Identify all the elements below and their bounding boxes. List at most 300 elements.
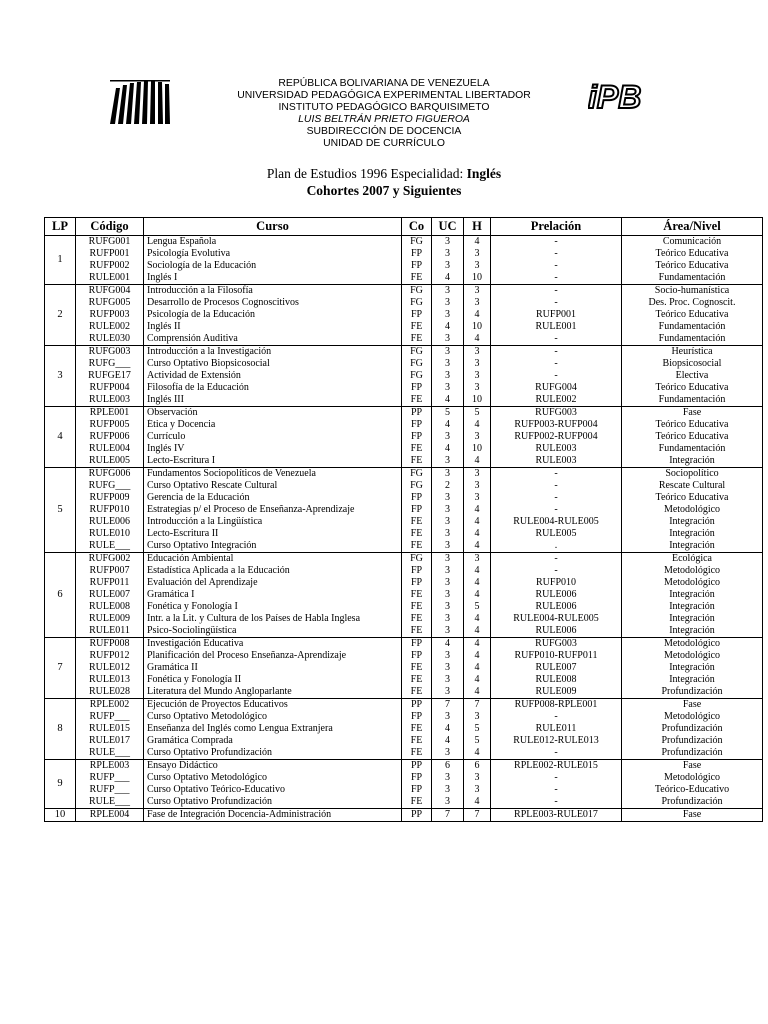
- cell-uc: 3: [432, 625, 464, 638]
- cell-codigo: RPLE003: [76, 760, 144, 773]
- cell-co: FE: [402, 455, 432, 468]
- cell-co: FE: [402, 321, 432, 333]
- cell-h: 10: [464, 394, 491, 407]
- cell-codigo: RULE030: [76, 333, 144, 346]
- title-line-2: Cohortes 2007 y Siguientes: [306, 183, 462, 198]
- cell-uc: 3: [432, 747, 464, 760]
- cell-uc: 3: [432, 528, 464, 540]
- cell-codigo: RUFP010: [76, 504, 144, 516]
- cell-co: FE: [402, 686, 432, 699]
- cell-prelacion: -: [491, 553, 622, 566]
- cell-h: 4: [464, 455, 491, 468]
- table-row: [45, 528, 763, 540]
- cell-codigo: RUFP___: [76, 784, 144, 796]
- cell-prelacion: -: [491, 565, 622, 577]
- cell-area: Ecológica: [622, 553, 763, 566]
- cell-uc: 3: [432, 504, 464, 516]
- cell-prelacion: -: [491, 236, 622, 249]
- cell-co: FE: [402, 674, 432, 686]
- cell-prelacion: -: [491, 784, 622, 796]
- cell-codigo: RULE004: [76, 443, 144, 455]
- cell-h: 4: [464, 650, 491, 662]
- cell-codigo: RUFG006: [76, 468, 144, 481]
- cell-co: PP: [402, 407, 432, 420]
- cell-prelacion: RULE006: [491, 625, 622, 638]
- cell-h: 4: [464, 613, 491, 625]
- cell-prelacion: -: [491, 796, 622, 809]
- table-row: [45, 662, 763, 674]
- cell-uc: 3: [432, 796, 464, 809]
- table-row: [45, 382, 763, 394]
- table-row: [45, 468, 763, 481]
- table-row: [45, 747, 763, 760]
- cell-curso: Investigación Educativa: [144, 638, 402, 651]
- institution-header: [210, 78, 558, 150]
- cell-curso: Estrategias p/ el Proceso de Enseñanza-Aprendizaje: [144, 504, 402, 516]
- cell-area: Profundización: [622, 735, 763, 747]
- cell-prelacion: -: [491, 772, 622, 784]
- cell-uc: 3: [432, 333, 464, 346]
- cell-codigo: RUFP___: [76, 772, 144, 784]
- cell-codigo: RULE017: [76, 735, 144, 747]
- table-row: [45, 370, 763, 382]
- cell-lp: 4: [45, 407, 76, 468]
- cell-co: FP: [402, 492, 432, 504]
- header-line: UNIDAD DE CURRÍCULO: [323, 138, 445, 149]
- cell-co: FP: [402, 784, 432, 796]
- cell-uc: 4: [432, 723, 464, 735]
- cell-curso: Desarrollo de Procesos Cognoscitivos: [144, 297, 402, 309]
- cell-uc: 4: [432, 272, 464, 285]
- cell-uc: 3: [432, 565, 464, 577]
- cell-uc: 6: [432, 760, 464, 773]
- cell-co: FE: [402, 625, 432, 638]
- cell-prelacion: -: [491, 711, 622, 723]
- table-row: [45, 455, 763, 468]
- cell-area: Des. Proc. Cognoscit.: [622, 297, 763, 309]
- cell-curso: Gerencia de la Educación: [144, 492, 402, 504]
- cell-codigo: RULE001: [76, 272, 144, 285]
- cell-uc: 3: [432, 674, 464, 686]
- cell-codigo: RUFP009: [76, 492, 144, 504]
- cell-area: Metodológico: [622, 565, 763, 577]
- table-header-row: [45, 218, 763, 236]
- cell-uc: 3: [432, 589, 464, 601]
- cell-curso: Psicología de la Educación: [144, 309, 402, 321]
- table-row: [45, 346, 763, 359]
- cell-area: Profundización: [622, 747, 763, 760]
- cell-area: Integración: [622, 528, 763, 540]
- table-row: [45, 492, 763, 504]
- cell-curso: Ejecución de Proyectos Educativos: [144, 699, 402, 712]
- cell-area: Fundamentación: [622, 272, 763, 285]
- table-row: [45, 686, 763, 699]
- cell-co: FG: [402, 358, 432, 370]
- header-line: UNIVERSIDAD PEDAGÓGICA EXPERIMENTAL LIBERTADOR: [237, 90, 531, 101]
- cell-area: Metodológico: [622, 577, 763, 589]
- cell-h: 3: [464, 260, 491, 272]
- cell-lp: 2: [45, 285, 76, 346]
- cell-codigo: RULE013: [76, 674, 144, 686]
- cell-uc: 4: [432, 638, 464, 651]
- header-line: REPÚBLICA BOLIVARIANA DE VENEZUELA: [278, 78, 490, 89]
- cell-prelacion: -: [491, 504, 622, 516]
- cell-curso: Curso Optativo Metodológico: [144, 772, 402, 784]
- cell-area: Electiva: [622, 370, 763, 382]
- cell-codigo: RPLE004: [76, 809, 144, 822]
- cell-prelacion: RULE003: [491, 443, 622, 455]
- cell-curso: Inglés III: [144, 394, 402, 407]
- cell-prelacion: RULE004-RULE005: [491, 613, 622, 625]
- ipb-logo-text: iPB: [588, 79, 642, 114]
- cell-uc: 3: [432, 297, 464, 309]
- table-row: [45, 577, 763, 589]
- cell-prelacion: .: [491, 540, 622, 553]
- cell-co: FP: [402, 260, 432, 272]
- cell-prelacion: RUFG003: [491, 638, 622, 651]
- cell-codigo: RUFP___: [76, 711, 144, 723]
- cell-co: FP: [402, 565, 432, 577]
- cell-area: Fundamentación: [622, 394, 763, 407]
- cell-co: FE: [402, 272, 432, 285]
- cell-prelacion: RULE011: [491, 723, 622, 735]
- cell-lp: 7: [45, 638, 76, 699]
- cell-prelacion: RUFP010: [491, 577, 622, 589]
- cell-co: FG: [402, 297, 432, 309]
- table-row: [45, 419, 763, 431]
- cell-curso: Enseñanza del Inglés como Lengua Extranjera: [144, 723, 402, 735]
- cell-h: 10: [464, 443, 491, 455]
- cell-uc: 3: [432, 370, 464, 382]
- cell-h: 4: [464, 565, 491, 577]
- cell-curso: Estadística Aplicada a la Educación: [144, 565, 402, 577]
- cell-co: FE: [402, 540, 432, 553]
- cell-codigo: RULE005: [76, 455, 144, 468]
- cell-curso: Literatura del Mundo Angloparlante: [144, 686, 402, 699]
- cell-prelacion: RULE009: [491, 686, 622, 699]
- cell-area: Integración: [622, 625, 763, 638]
- title-specialty: Inglés: [466, 166, 502, 181]
- cell-area: Teórico Educativa: [622, 248, 763, 260]
- table-row: [45, 260, 763, 272]
- cell-area: Rescate Cultural: [622, 480, 763, 492]
- cell-h: 4: [464, 516, 491, 528]
- cell-co: FP: [402, 577, 432, 589]
- cell-co: FE: [402, 443, 432, 455]
- cell-h: 6: [464, 760, 491, 773]
- cell-h: 3: [464, 480, 491, 492]
- cell-co: FE: [402, 613, 432, 625]
- cell-uc: 4: [432, 419, 464, 431]
- cell-curso: Currículo: [144, 431, 402, 443]
- cell-h: 4: [464, 419, 491, 431]
- cell-lp: 5: [45, 468, 76, 553]
- cell-co: FE: [402, 735, 432, 747]
- cell-codigo: RULE012: [76, 662, 144, 674]
- cell-co: PP: [402, 699, 432, 712]
- cell-co: FG: [402, 285, 432, 298]
- table-row: [45, 504, 763, 516]
- cell-uc: 4: [432, 394, 464, 407]
- cell-codigo: RUFP001: [76, 248, 144, 260]
- cell-curso: Sociología de la Educación: [144, 260, 402, 272]
- cell-area: Integración: [622, 674, 763, 686]
- cell-codigo: RUFP007: [76, 565, 144, 577]
- cell-codigo: RPLE002: [76, 699, 144, 712]
- cell-prelacion: RULE002: [491, 394, 622, 407]
- cell-lp: 9: [45, 760, 76, 809]
- cell-area: Fundamentación: [622, 443, 763, 455]
- cell-prelacion: RULE007: [491, 662, 622, 674]
- table-row: [45, 358, 763, 370]
- cell-area: Integración: [622, 601, 763, 613]
- column-header-uc: UC: [432, 218, 464, 236]
- cell-curso: Curso Optativo Integración: [144, 540, 402, 553]
- cell-curso: Lengua Española: [144, 236, 402, 249]
- column-header-area-nivel: Área/Nivel: [622, 218, 763, 236]
- cell-prelacion: RULE008: [491, 674, 622, 686]
- cell-uc: 3: [432, 455, 464, 468]
- column-header-lp: LP: [45, 218, 76, 236]
- table-row: [45, 699, 763, 712]
- ipb-logo: [588, 78, 650, 114]
- cell-h: 5: [464, 407, 491, 420]
- table-row: [45, 236, 763, 249]
- ipb-logo-icon: [588, 78, 650, 114]
- cell-prelacion: RULE012-RULE013: [491, 735, 622, 747]
- cell-prelacion: -: [491, 285, 622, 298]
- cell-area: Teórico Educativa: [622, 260, 763, 272]
- cell-curso: Fase de Integración Docencia-Administración: [144, 809, 402, 822]
- cell-uc: 3: [432, 309, 464, 321]
- cell-curso: Introducción a la Lingüística: [144, 516, 402, 528]
- table-row: [45, 285, 763, 298]
- cell-prelacion: -: [491, 333, 622, 346]
- cell-curso: Intr. a la Lit. y Cultura de los Países de Habla Inglesa: [144, 613, 402, 625]
- cell-prelacion: -: [491, 370, 622, 382]
- cell-codigo: RULE007: [76, 589, 144, 601]
- cell-area: Metodológico: [622, 711, 763, 723]
- header-line: SUBDIRECCIÓN DE DOCENCIA: [306, 126, 462, 137]
- cell-uc: 3: [432, 236, 464, 249]
- cell-h: 3: [464, 553, 491, 566]
- table-row: [45, 297, 763, 309]
- cell-h: 4: [464, 333, 491, 346]
- cell-uc: 3: [432, 285, 464, 298]
- column-header-h: H: [464, 218, 491, 236]
- cell-area: Comunicación: [622, 236, 763, 249]
- cell-codigo: RULE011: [76, 625, 144, 638]
- cell-co: FG: [402, 553, 432, 566]
- cell-prelacion: -: [491, 492, 622, 504]
- cell-area: Sociopolítico: [622, 468, 763, 481]
- cell-area: Fase: [622, 760, 763, 773]
- cell-curso: Evaluación del Aprendizaje: [144, 577, 402, 589]
- cell-prelacion: -: [491, 480, 622, 492]
- column-header-codigo: Código: [76, 218, 144, 236]
- cell-area: Integración: [622, 662, 763, 674]
- cell-area: Metodológico: [622, 650, 763, 662]
- cell-uc: 3: [432, 553, 464, 566]
- cell-area: Integración: [622, 516, 763, 528]
- cell-h: 7: [464, 809, 491, 822]
- cell-uc: 2: [432, 480, 464, 492]
- upel-logo-icon: [110, 80, 170, 124]
- cell-h: 4: [464, 796, 491, 809]
- cell-co: FG: [402, 346, 432, 359]
- cell-co: FG: [402, 480, 432, 492]
- cell-h: 5: [464, 723, 491, 735]
- cell-area: Metodológico: [622, 638, 763, 651]
- cell-area: Teórico Educativa: [622, 419, 763, 431]
- cell-prelacion: RUFG004: [491, 382, 622, 394]
- cell-uc: 3: [432, 772, 464, 784]
- cell-uc: 3: [432, 650, 464, 662]
- cell-codigo: RULE002: [76, 321, 144, 333]
- title-line-1: [134, 165, 634, 182]
- cell-prelacion: RULE004-RULE005: [491, 516, 622, 528]
- header-line: LUIS BELTRÁN PRIETO FIGUEROA: [298, 114, 470, 125]
- cell-prelacion: -: [491, 346, 622, 359]
- cell-codigo: RUFP012: [76, 650, 144, 662]
- cell-area: Integración: [622, 589, 763, 601]
- cell-lp: 3: [45, 346, 76, 407]
- cell-curso: Fonética y Fonología I: [144, 601, 402, 613]
- cell-co: FE: [402, 394, 432, 407]
- cell-codigo: RULE___: [76, 540, 144, 553]
- cell-codigo: RPLE001: [76, 407, 144, 420]
- table-row: [45, 431, 763, 443]
- cell-h: 3: [464, 784, 491, 796]
- cell-co: FE: [402, 516, 432, 528]
- cell-uc: 3: [432, 516, 464, 528]
- cell-codigo: RUFP004: [76, 382, 144, 394]
- cell-prelacion: RUFP002-RUFP004: [491, 431, 622, 443]
- table-row: [45, 248, 763, 260]
- cell-h: 3: [464, 285, 491, 298]
- cell-codigo: RULE009: [76, 613, 144, 625]
- cell-h: 4: [464, 589, 491, 601]
- cell-prelacion: RPLE003-RULE017: [491, 809, 622, 822]
- cell-prelacion: -: [491, 260, 622, 272]
- cell-curso: Ética y Docencia: [144, 419, 402, 431]
- cell-h: 5: [464, 735, 491, 747]
- cell-curso: Curso Optativo Metodológico: [144, 711, 402, 723]
- cell-co: FG: [402, 370, 432, 382]
- cell-codigo: RULE___: [76, 747, 144, 760]
- table-row: [45, 711, 763, 723]
- cell-uc: 4: [432, 735, 464, 747]
- cell-h: 3: [464, 772, 491, 784]
- cell-codigo: RULE003: [76, 394, 144, 407]
- cell-curso: Curso Optativo Profundización: [144, 747, 402, 760]
- cell-co: FP: [402, 248, 432, 260]
- table-row: [45, 407, 763, 420]
- cell-area: Profundización: [622, 686, 763, 699]
- cell-co: FP: [402, 382, 432, 394]
- cell-uc: 3: [432, 248, 464, 260]
- table-row: [45, 625, 763, 638]
- cell-codigo: RUFP003: [76, 309, 144, 321]
- table-row: [45, 638, 763, 651]
- cell-curso: Gramática I: [144, 589, 402, 601]
- cell-h: 3: [464, 370, 491, 382]
- cell-curso: Ensayo Didáctico: [144, 760, 402, 773]
- cell-prelacion: -: [491, 468, 622, 481]
- cell-uc: 3: [432, 613, 464, 625]
- cell-prelacion: RUFP010-RUFP011: [491, 650, 622, 662]
- cell-h: 3: [464, 358, 491, 370]
- cell-area: Teórico Educativa: [622, 309, 763, 321]
- cell-h: 4: [464, 662, 491, 674]
- cell-prelacion: RUFG003: [491, 407, 622, 420]
- table-row: [45, 540, 763, 553]
- cell-codigo: RUFG___: [76, 358, 144, 370]
- table-row: [45, 613, 763, 625]
- cell-prelacion: RPLE002-RULE015: [491, 760, 622, 773]
- cell-uc: 3: [432, 601, 464, 613]
- cell-prelacion: -: [491, 297, 622, 309]
- cell-codigo: RUFGE17: [76, 370, 144, 382]
- cell-area: Integración: [622, 613, 763, 625]
- table-row: [45, 760, 763, 773]
- cell-codigo: RUFG004: [76, 285, 144, 298]
- cell-co: FE: [402, 723, 432, 735]
- cell-h: 3: [464, 711, 491, 723]
- cell-area: Integración: [622, 455, 763, 468]
- cell-area: Profundización: [622, 796, 763, 809]
- cell-codigo: RUFG003: [76, 346, 144, 359]
- cell-h: 3: [464, 431, 491, 443]
- cell-h: 4: [464, 638, 491, 651]
- cell-area: Teórico Educativa: [622, 382, 763, 394]
- cell-codigo: RUFG002: [76, 553, 144, 566]
- cell-co: FE: [402, 662, 432, 674]
- study-plan-table: [44, 217, 763, 822]
- cell-co: FP: [402, 309, 432, 321]
- cell-area: Biopsicosocial: [622, 358, 763, 370]
- cell-co: FP: [402, 504, 432, 516]
- cell-prelacion: RULE005: [491, 528, 622, 540]
- cell-uc: 4: [432, 443, 464, 455]
- table-row: [45, 589, 763, 601]
- cell-curso: Actividad de Extensión: [144, 370, 402, 382]
- cell-curso: Psico-Sociolingüística: [144, 625, 402, 638]
- table-row: [45, 553, 763, 566]
- cell-uc: 4: [432, 321, 464, 333]
- cell-uc: 3: [432, 492, 464, 504]
- table-row: [45, 650, 763, 662]
- cell-codigo: RUFG005: [76, 297, 144, 309]
- cell-area: Fase: [622, 407, 763, 420]
- cell-uc: 7: [432, 699, 464, 712]
- cell-curso: Psicología Evolutiva: [144, 248, 402, 260]
- cell-uc: 3: [432, 540, 464, 553]
- cell-h: 4: [464, 309, 491, 321]
- cell-codigo: RULE015: [76, 723, 144, 735]
- column-header-curso: Curso: [144, 218, 402, 236]
- cell-h: 4: [464, 747, 491, 760]
- cell-lp: 6: [45, 553, 76, 638]
- cell-curso: Introducción a la Investigación: [144, 346, 402, 359]
- cell-codigo: RUFP011: [76, 577, 144, 589]
- cell-curso: Filosofía de la Educación: [144, 382, 402, 394]
- cell-uc: 3: [432, 468, 464, 481]
- cell-co: FP: [402, 711, 432, 723]
- cell-curso: Curso Optativo Teórico-Educativo: [144, 784, 402, 796]
- cell-h: 4: [464, 674, 491, 686]
- cell-co: FP: [402, 772, 432, 784]
